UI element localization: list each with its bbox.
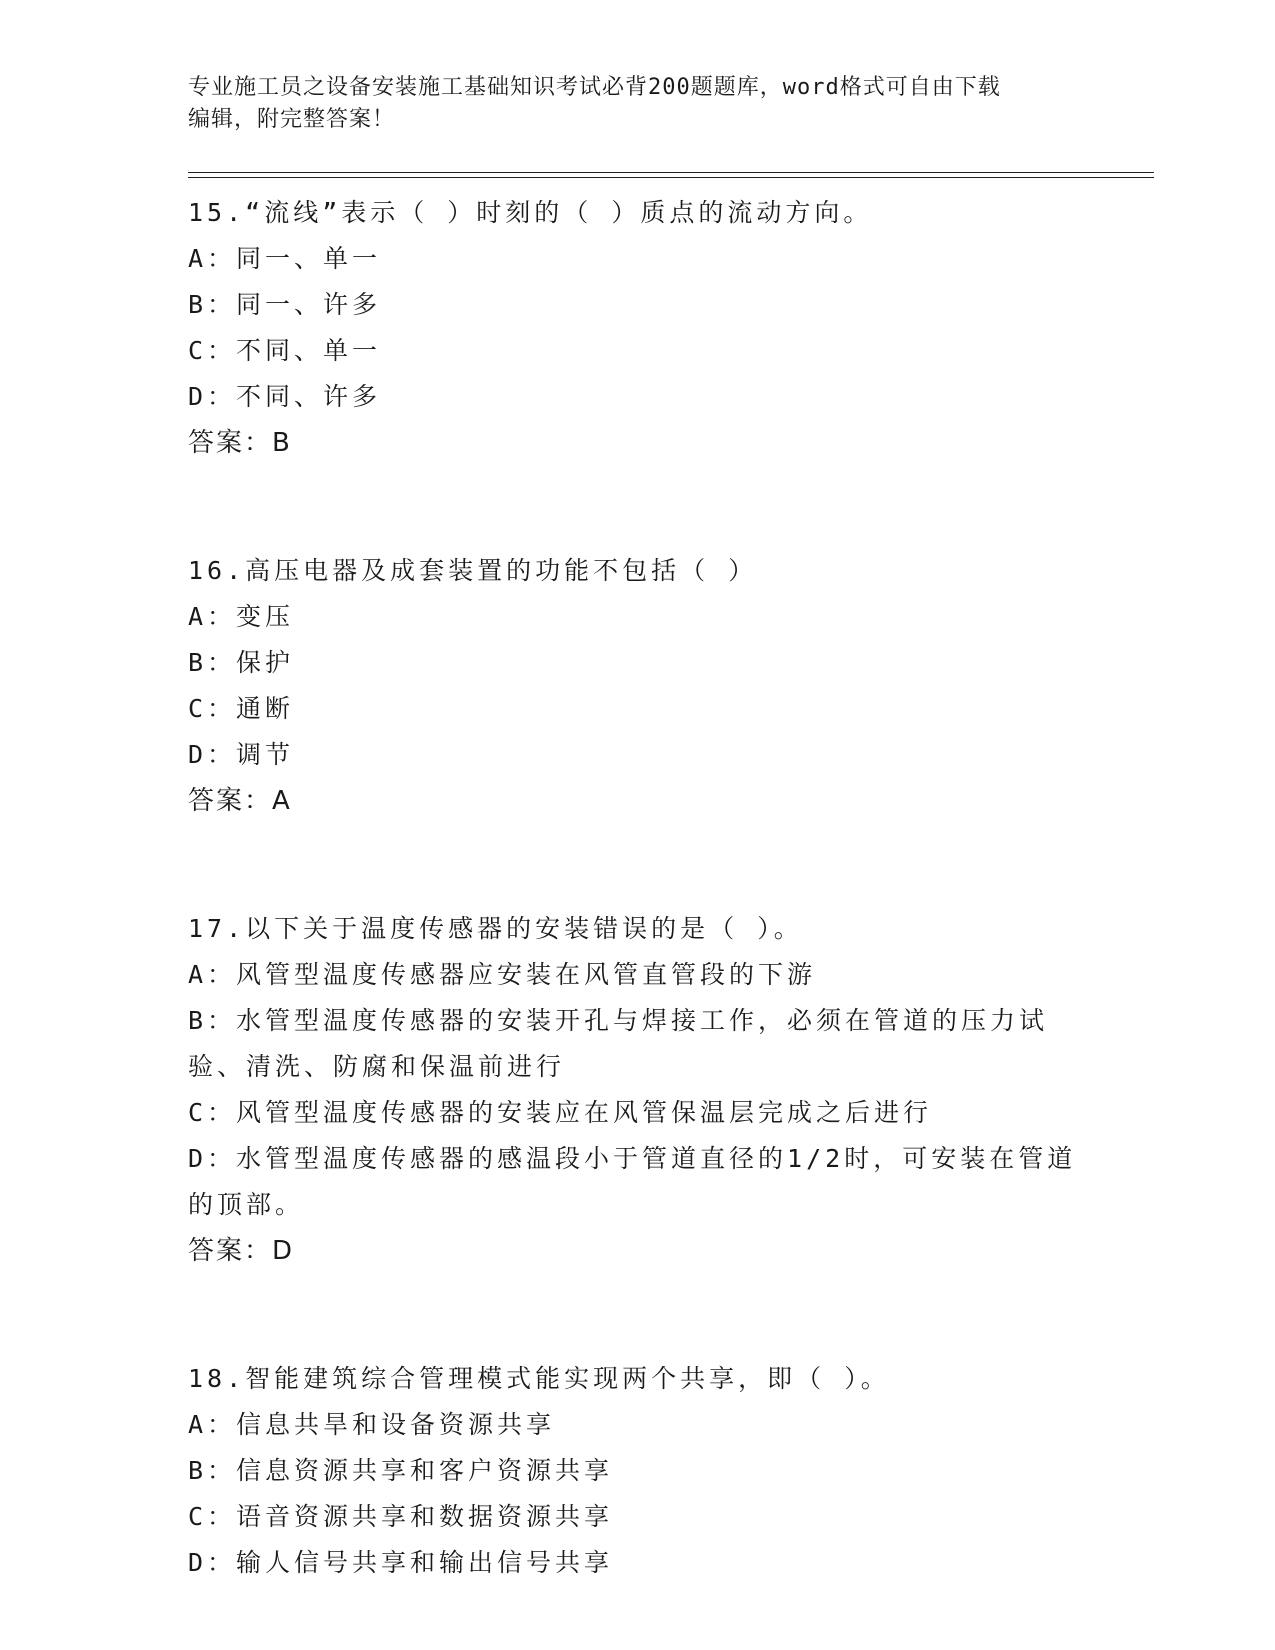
question-15	[188, 190, 1088, 466]
question-16	[188, 548, 1088, 824]
question-list	[188, 190, 1088, 1586]
option-a: A：风管型温度传感器应安装在风管直管段的下游	[188, 960, 817, 989]
header-divider-bottom	[188, 177, 1154, 178]
header-line-2: 编辑，附完整答案！	[188, 107, 396, 132]
option-a: A：同一、单一	[188, 244, 382, 273]
option-b: B：保护	[188, 648, 295, 677]
option-d: D：水管型温度传感器的感温段小于管道直径的1/2时，可安装在管道的顶部。	[188, 1144, 1077, 1219]
header-line-1: 专业施工员之设备安装施工基础知识考试必背200题题库，word格式可自由下载	[188, 75, 1001, 100]
option-d: D：调节	[188, 740, 295, 769]
option-b: B：水管型温度传感器的安装开孔与焊接工作，必须在管道的压力试验、清洗、防腐和保温前进行	[188, 1006, 1049, 1081]
option-c: C：风管型温度传感器的安装应在风管保温层完成之后进行	[188, 1098, 933, 1127]
option-b: B：同一、许多	[188, 290, 382, 319]
option-b: B：信息资源共享和客户资源共享	[188, 1456, 614, 1485]
option-a: A：变压	[188, 602, 295, 631]
option-c: C：语音资源共享和数据资源共享	[188, 1502, 614, 1531]
question-stem: 17.以下关于温度传感器的安装错误的是（ ）。	[188, 914, 803, 943]
question-stem: 16.高压电器及成套装置的功能不包括（ ）	[188, 556, 758, 585]
question-stem: 18.智能建筑综合管理模式能实现两个共享，即（ ）。	[188, 1364, 890, 1393]
question-17	[188, 906, 1088, 1274]
question-stem: 15.“流线”表示（ ）时刻的（ ）质点的流动方向。	[188, 198, 873, 227]
question-18	[188, 1356, 1088, 1586]
document-header	[188, 72, 1088, 136]
answer: 答案：D	[188, 1236, 295, 1266]
answer: 答案：B	[188, 428, 292, 458]
option-a: A：信息共旱和设备资源共享	[188, 1410, 556, 1439]
option-c: C：不同、单一	[188, 336, 382, 365]
answer: 答案：A	[188, 786, 292, 816]
option-c: C：通断	[188, 694, 295, 723]
option-d: D：不同、许多	[188, 382, 382, 411]
option-d: D：输人信号共享和输出信号共享	[188, 1548, 614, 1577]
header-divider-top	[188, 172, 1154, 173]
